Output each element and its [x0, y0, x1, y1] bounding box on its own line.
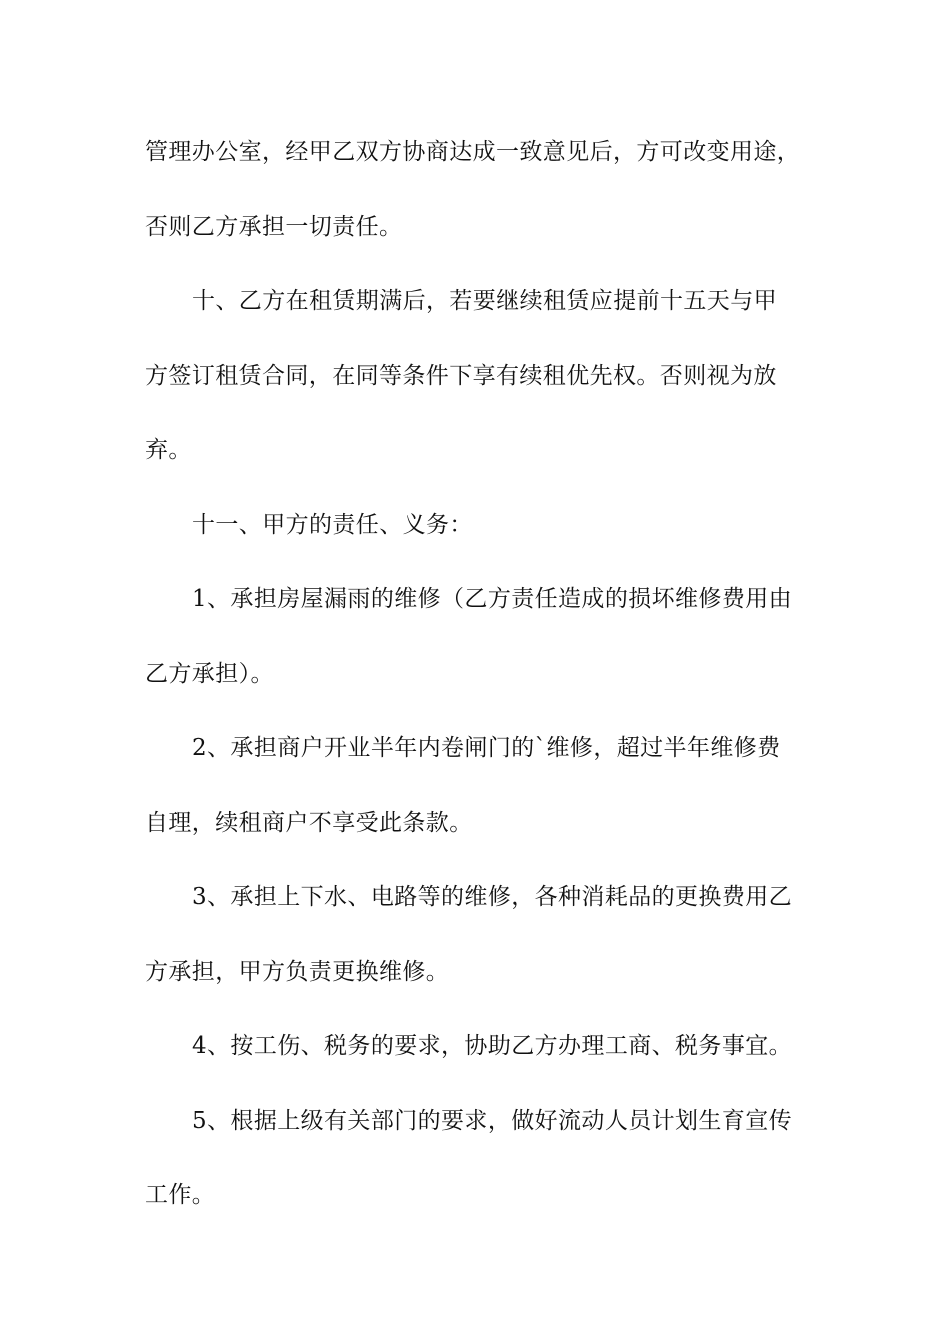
list-item-1: 1、承担房屋漏雨的维修（乙方责任造成的损坏维修费用由: [192, 586, 793, 612]
list-item-3: 3、承担上下水、电路等的维修，各种消耗品的更换费用乙: [192, 884, 793, 910]
text-line: 方承担，甲方负责更换维修。: [145, 958, 450, 985]
text-line: 方签订租赁合同，在同等条件下享有续租优先权。否则视为放: [145, 362, 777, 389]
text-line: 乙方承担）。: [145, 660, 274, 687]
text-line: 工作。: [145, 1182, 216, 1208]
text-line: 管理办公室，经甲乙双方协商达成一致意见后，方可改变用途，: [145, 139, 801, 165]
clause-11-heading: 十一、甲方的责任、义务：: [192, 511, 473, 538]
clause-10-heading: 十、乙方在租赁期满后，若要继续租赁应提前十五天与甲: [192, 288, 777, 314]
list-item-4: 4、按工伤、税务的要求，协助乙方办理工商、税务事宜。: [192, 1033, 793, 1059]
list-item-2: 2、承担商户开业半年内卷闸门的`维修，超过半年维修费: [192, 735, 781, 761]
list-item-5: 5、根据上级有关部门的要求，做好流动人员计划生育宣传: [192, 1107, 793, 1134]
text-line: 否则乙方承担一切责任。: [145, 213, 403, 240]
document-body: [145, 128, 825, 1246]
text-line: 自理，续租商户不享受此条款。: [145, 809, 473, 836]
text-line: 弃。: [145, 437, 192, 463]
